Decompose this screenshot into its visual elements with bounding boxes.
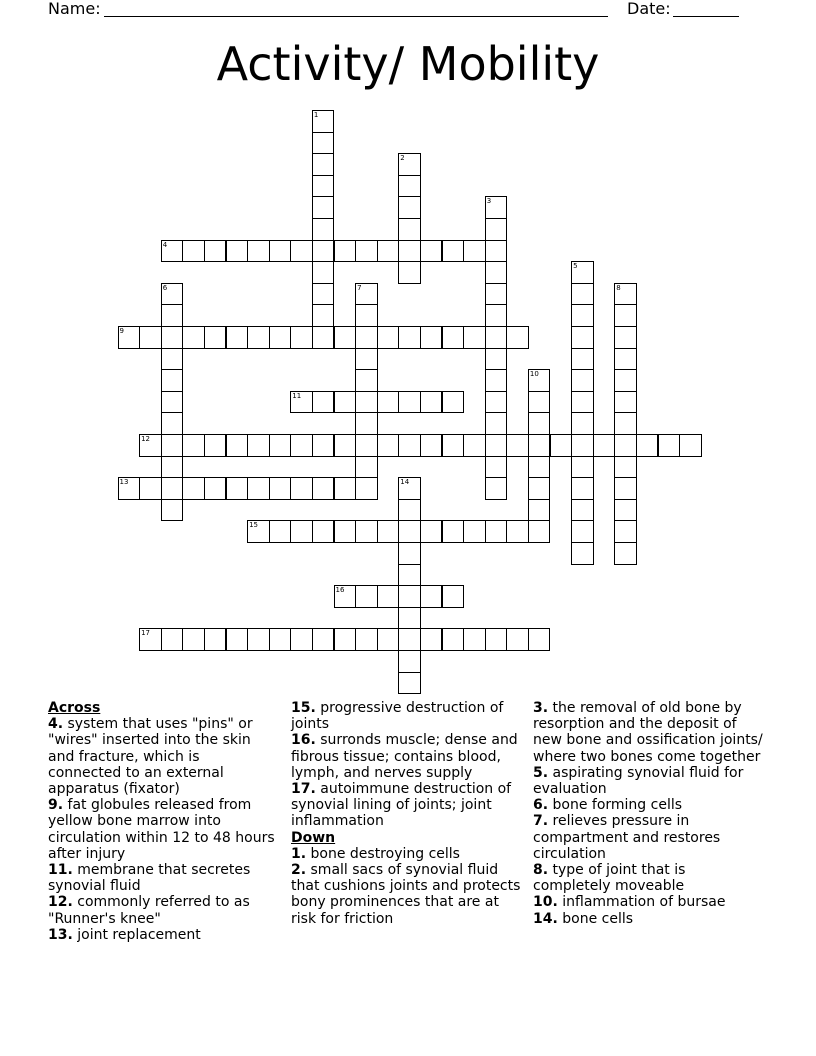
grid-cell[interactable]	[269, 326, 292, 349]
grid-cell[interactable]	[614, 348, 637, 371]
grid-cell[interactable]	[485, 283, 508, 306]
clues-column-3	[533, 700, 765, 927]
clue-number: 17	[141, 629, 151, 638]
grid-cell[interactable]	[226, 628, 249, 651]
grid-cell[interactable]	[420, 326, 443, 349]
grid-cell[interactable]	[355, 240, 378, 263]
grid-cell[interactable]	[312, 196, 335, 219]
grid-cell[interactable]	[355, 520, 378, 543]
down-heading: Down	[291, 829, 336, 846]
grid-cell[interactable]	[334, 326, 357, 349]
grid-cell[interactable]	[247, 326, 270, 349]
grid-cell[interactable]	[658, 434, 681, 457]
grid-cell[interactable]	[398, 175, 421, 198]
grid-cell[interactable]	[571, 348, 594, 371]
grid-cell[interactable]	[204, 240, 227, 263]
grid-cell[interactable]	[485, 412, 508, 435]
grid-cell[interactable]	[593, 434, 616, 457]
grid-cell[interactable]	[463, 240, 486, 263]
grid-cell[interactable]	[161, 304, 184, 327]
grid-cell[interactable]	[420, 434, 443, 457]
grid-cell[interactable]	[398, 434, 421, 457]
clue-number: 11	[292, 391, 302, 400]
grid-cell[interactable]	[442, 585, 465, 608]
clue-down-14: 14. bone cells	[533, 910, 634, 927]
grid-cell[interactable]	[312, 391, 335, 414]
across-heading: Across	[48, 700, 101, 716]
grid-cell[interactable]	[398, 391, 421, 414]
grid-cell[interactable]	[614, 456, 637, 479]
grid-cell[interactable]	[161, 391, 184, 414]
grid-cell[interactable]	[485, 196, 508, 219]
grid-cell[interactable]	[377, 240, 400, 263]
grid-cell[interactable]	[528, 456, 551, 479]
grid-cell[interactable]	[420, 240, 443, 263]
grid-cell[interactable]	[398, 153, 421, 176]
grid-cell[interactable]	[355, 326, 378, 349]
clue-number: 10	[529, 370, 539, 379]
grid-cell[interactable]	[398, 542, 421, 565]
clue-down-1: 1. bone destroying cells	[291, 845, 460, 862]
name-label: Name:	[48, 0, 101, 18]
grid-cell[interactable]	[312, 218, 335, 241]
grid-cell[interactable]	[442, 391, 465, 414]
grid-cell[interactable]	[571, 499, 594, 522]
grid-cell[interactable]	[226, 326, 249, 349]
grid-cell[interactable]	[614, 412, 637, 435]
grid-cell[interactable]	[312, 240, 335, 263]
grid-cell[interactable]	[614, 499, 637, 522]
grid-cell[interactable]	[485, 326, 508, 349]
grid-cell[interactable]	[571, 391, 594, 414]
grid-cell[interactable]	[485, 628, 508, 651]
grid-cell[interactable]	[290, 434, 313, 457]
clue-across-16: 16. surronds muscle; dense and fibrous tissue; contains blood, lymph, and nerves supply	[291, 732, 518, 781]
grid-cell[interactable]	[377, 585, 400, 608]
grid-cell[interactable]	[571, 283, 594, 306]
grid-cell[interactable]	[290, 520, 313, 543]
grid-cell[interactable]	[398, 477, 421, 500]
grid-cell[interactable]	[334, 391, 357, 414]
grid-cell[interactable]	[485, 304, 508, 327]
clue-number: 13	[119, 478, 129, 487]
grid-cell[interactable]	[334, 585, 357, 608]
grid-cell[interactable]	[398, 218, 421, 241]
grid-cell[interactable]	[398, 628, 421, 651]
grid-cell[interactable]	[571, 369, 594, 392]
grid-cell[interactable]	[182, 477, 205, 500]
grid-cell[interactable]	[614, 326, 637, 349]
grid-cell[interactable]	[485, 240, 508, 263]
grid-cell[interactable]	[398, 520, 421, 543]
grid-cell[interactable]	[290, 240, 313, 263]
grid-cell[interactable]	[355, 348, 378, 371]
grid-cell[interactable]	[442, 520, 465, 543]
grid-cell[interactable]	[161, 326, 184, 349]
grid-cell[interactable]	[377, 628, 400, 651]
clue-number: 9	[119, 327, 124, 335]
grid-cell[interactable]	[398, 650, 421, 673]
grid-cell[interactable]	[485, 456, 508, 479]
grid-cell[interactable]	[463, 434, 486, 457]
clue-across-15: 15. progressive destruction of joints	[291, 700, 504, 733]
clue-number: 7	[357, 283, 362, 292]
grid-cell[interactable]	[204, 326, 227, 349]
grid-cell[interactable]	[398, 261, 421, 284]
grid-cell[interactable]	[226, 240, 249, 263]
grid-cell[interactable]	[420, 520, 443, 543]
grid-cell[interactable]	[247, 628, 270, 651]
grid-cell[interactable]	[528, 412, 551, 435]
grid-cell[interactable]	[118, 477, 141, 500]
grid-cell[interactable]	[204, 477, 227, 500]
grid-cell[interactable]	[398, 499, 421, 522]
grid-cell[interactable]	[485, 369, 508, 392]
clue-number: 3	[486, 197, 492, 206]
grid-cell[interactable]	[182, 628, 205, 651]
grid-cell[interactable]	[355, 585, 378, 608]
grid-cell[interactable]	[139, 477, 162, 500]
grid-cell[interactable]	[204, 434, 227, 457]
grid-cell[interactable]	[161, 456, 184, 479]
grid-cell[interactable]	[506, 434, 529, 457]
grid-cell[interactable]	[679, 434, 702, 457]
grid-cell[interactable]	[334, 520, 357, 543]
clue-across-9: 9. fat globules released from yellow bone marrow into circulation within 12 to 48 hours after injury	[48, 797, 275, 862]
grid-cell[interactable]	[398, 326, 421, 349]
grid-cell[interactable]	[312, 520, 335, 543]
grid-cell[interactable]	[312, 477, 335, 500]
clue-down-7: 7. relieves pressure in compartment and restores circulation	[533, 813, 721, 862]
grid-cell[interactable]	[442, 434, 465, 457]
grid-cell[interactable]	[312, 261, 335, 284]
grid-cell[interactable]	[442, 628, 465, 651]
grid-cell[interactable]	[398, 196, 421, 219]
clue-number: 1	[313, 111, 319, 119]
grid-cell[interactable]	[290, 477, 313, 500]
grid-cell[interactable]	[312, 283, 335, 306]
grid-cell[interactable]	[614, 304, 637, 327]
grid-cell[interactable]	[614, 391, 637, 414]
grid-cell[interactable]	[226, 477, 249, 500]
grid-cell[interactable]	[614, 369, 637, 392]
grid-cell[interactable]	[571, 477, 594, 500]
grid-cell[interactable]	[614, 520, 637, 543]
clue-across-12: 12. commonly referred to as "Runner's knee"	[48, 894, 250, 927]
grid-cell[interactable]	[442, 326, 465, 349]
grid-cell[interactable]	[334, 434, 357, 457]
grid-cell[interactable]	[269, 520, 292, 543]
clue-number: 12	[141, 435, 151, 443]
grid-cell[interactable]	[161, 477, 184, 500]
clue-down-6: 6. bone forming cells	[533, 797, 683, 814]
grid-cell[interactable]	[528, 499, 551, 522]
clue-number: 5	[573, 262, 578, 271]
grid-cell[interactable]	[571, 412, 594, 435]
grid-cell[interactable]	[355, 391, 378, 414]
grid-cell[interactable]	[506, 520, 529, 543]
clue-down-8: 8. type of joint that is completely moveable	[533, 862, 686, 895]
grid-cell[interactable]	[118, 326, 141, 349]
grid-cell[interactable]	[312, 110, 335, 133]
grid-cell[interactable]	[290, 628, 313, 651]
clue-across-4: 4. system that uses "pins" or "wires" inserted into the skin and fracture, which is connected to an external apparatus (fixator)	[48, 716, 253, 798]
grid-cell[interactable]	[485, 348, 508, 371]
grid-cell[interactable]	[161, 628, 184, 651]
grid-cell[interactable]	[614, 542, 637, 565]
grid-cell[interactable]	[312, 175, 335, 198]
grid-cell[interactable]	[528, 520, 551, 543]
grid-cell[interactable]	[571, 434, 594, 457]
grid-cell[interactable]	[182, 326, 205, 349]
grid-cell[interactable]	[571, 304, 594, 327]
grid-cell[interactable]	[161, 434, 184, 457]
grid-cell[interactable]	[355, 456, 378, 479]
grid-cell[interactable]	[420, 585, 443, 608]
clue-number: 6	[162, 283, 168, 292]
grid-cell[interactable]	[139, 628, 162, 651]
grid-cell[interactable]	[550, 434, 573, 457]
grid-cell[interactable]	[161, 499, 184, 522]
grid-cell[interactable]	[182, 240, 205, 263]
grid-cell[interactable]	[355, 283, 378, 306]
grid-cell[interactable]	[290, 391, 313, 414]
grid-cell[interactable]	[247, 434, 270, 457]
grid-cell[interactable]	[614, 477, 637, 500]
clue-down-5: 5. aspirating synovial fluid for evaluation	[533, 764, 744, 798]
grid-cell[interactable]	[420, 391, 443, 414]
clues-column-2	[291, 700, 527, 927]
clues-column-1	[48, 700, 276, 943]
grid-cell[interactable]	[398, 672, 421, 695]
grid-cell[interactable]	[485, 477, 508, 500]
grid-cell[interactable]	[614, 283, 637, 306]
clue-across-13: 13. joint replacement	[48, 926, 201, 943]
grid-cell[interactable]	[139, 434, 162, 457]
grid-cell[interactable]	[636, 434, 659, 457]
grid-cell[interactable]	[247, 477, 270, 500]
grid-cell[interactable]	[269, 240, 292, 263]
grid-cell[interactable]	[312, 304, 335, 327]
grid-cell[interactable]	[269, 434, 292, 457]
grid-cell[interactable]	[312, 434, 335, 457]
grid-cell[interactable]	[528, 391, 551, 414]
clue-number: 14	[400, 478, 410, 487]
grid-cell[interactable]	[420, 628, 443, 651]
grid-cell[interactable]	[355, 304, 378, 327]
grid-cell[interactable]	[247, 240, 270, 263]
grid-cell[interactable]	[377, 326, 400, 349]
grid-cell[interactable]	[334, 628, 357, 651]
grid-cell[interactable]	[377, 434, 400, 457]
grid-cell[interactable]	[506, 628, 529, 651]
grid-cell[interactable]	[312, 326, 335, 349]
clue-number: 8	[616, 283, 621, 292]
grid-cell[interactable]	[528, 477, 551, 500]
grid-cell[interactable]	[463, 520, 486, 543]
grid-cell[interactable]	[506, 326, 529, 349]
grid-cell[interactable]	[442, 240, 465, 263]
grid-cell[interactable]	[355, 369, 378, 392]
grid-cell[interactable]	[247, 520, 270, 543]
grid-cell[interactable]	[161, 412, 184, 435]
grid-cell[interactable]	[312, 132, 335, 155]
clue-number: 2	[400, 154, 405, 163]
grid-cell[interactable]	[528, 434, 551, 457]
grid-cell[interactable]	[398, 585, 421, 608]
clue-down-10: 10. inflammation of bursae	[533, 894, 726, 911]
grid-cell[interactable]	[334, 477, 357, 500]
grid-cell[interactable]	[571, 326, 594, 349]
grid-cell[interactable]	[398, 240, 421, 263]
grid-cell[interactable]	[463, 326, 486, 349]
grid-cell[interactable]	[355, 628, 378, 651]
grid-cell[interactable]	[485, 434, 508, 457]
grid-cell[interactable]	[161, 240, 184, 263]
grid-cell[interactable]	[269, 628, 292, 651]
grid-cell[interactable]	[182, 434, 205, 457]
clue-down-3: 3. the removal of old bone by resorption and the deposit of new bone and ossification joints/ where two bones come together	[533, 700, 763, 765]
clue-number: 16	[335, 586, 345, 595]
clue-number: 15	[249, 521, 259, 530]
grid-cell[interactable]	[571, 456, 594, 479]
grid-cell[interactable]	[485, 520, 508, 543]
grid-cell[interactable]	[528, 369, 551, 392]
clue-down-2: 2. small sacs of synovial fluid that cushions joints and protects bony prominences that are at risk for friction	[291, 862, 521, 927]
grid-cell[interactable]	[571, 520, 594, 543]
puzzle-title: Activity/ Mobility	[216, 37, 600, 91]
grid-cell[interactable]	[312, 628, 335, 651]
grid-cell[interactable]	[571, 261, 594, 284]
grid-cell[interactable]	[528, 628, 551, 651]
grid-cell[interactable]	[614, 434, 637, 457]
grid-cell[interactable]	[377, 391, 400, 414]
grid-cell[interactable]	[334, 240, 357, 263]
grid-cell[interactable]	[355, 434, 378, 457]
clue-across-17: 17. autoimmune destruction of synovial lining of joints; joint inflammation	[291, 781, 512, 830]
grid-cell[interactable]	[204, 628, 227, 651]
grid-cell[interactable]	[226, 434, 249, 457]
grid-cell[interactable]	[377, 520, 400, 543]
grid-cell[interactable]	[485, 218, 508, 241]
date-label: Date:	[627, 0, 671, 18]
grid-cell[interactable]	[269, 477, 292, 500]
grid-cell[interactable]	[139, 326, 162, 349]
grid-cell[interactable]	[398, 564, 421, 587]
grid-cell[interactable]	[290, 326, 313, 349]
grid-cell[interactable]	[485, 261, 508, 284]
clue-across-11: 11. membrane that secretes synovial fluid	[48, 862, 251, 895]
grid-cell[interactable]	[161, 369, 184, 392]
grid-cell[interactable]	[355, 412, 378, 435]
grid-cell[interactable]	[571, 542, 594, 565]
grid-cell[interactable]	[485, 391, 508, 414]
clue-number: 4	[162, 240, 168, 249]
grid-cell[interactable]	[161, 283, 184, 306]
grid-cell[interactable]	[398, 607, 421, 630]
grid-cell[interactable]	[463, 628, 486, 651]
grid-cell[interactable]	[312, 153, 335, 176]
grid-cell[interactable]	[355, 477, 378, 500]
grid-cell[interactable]	[161, 348, 184, 371]
